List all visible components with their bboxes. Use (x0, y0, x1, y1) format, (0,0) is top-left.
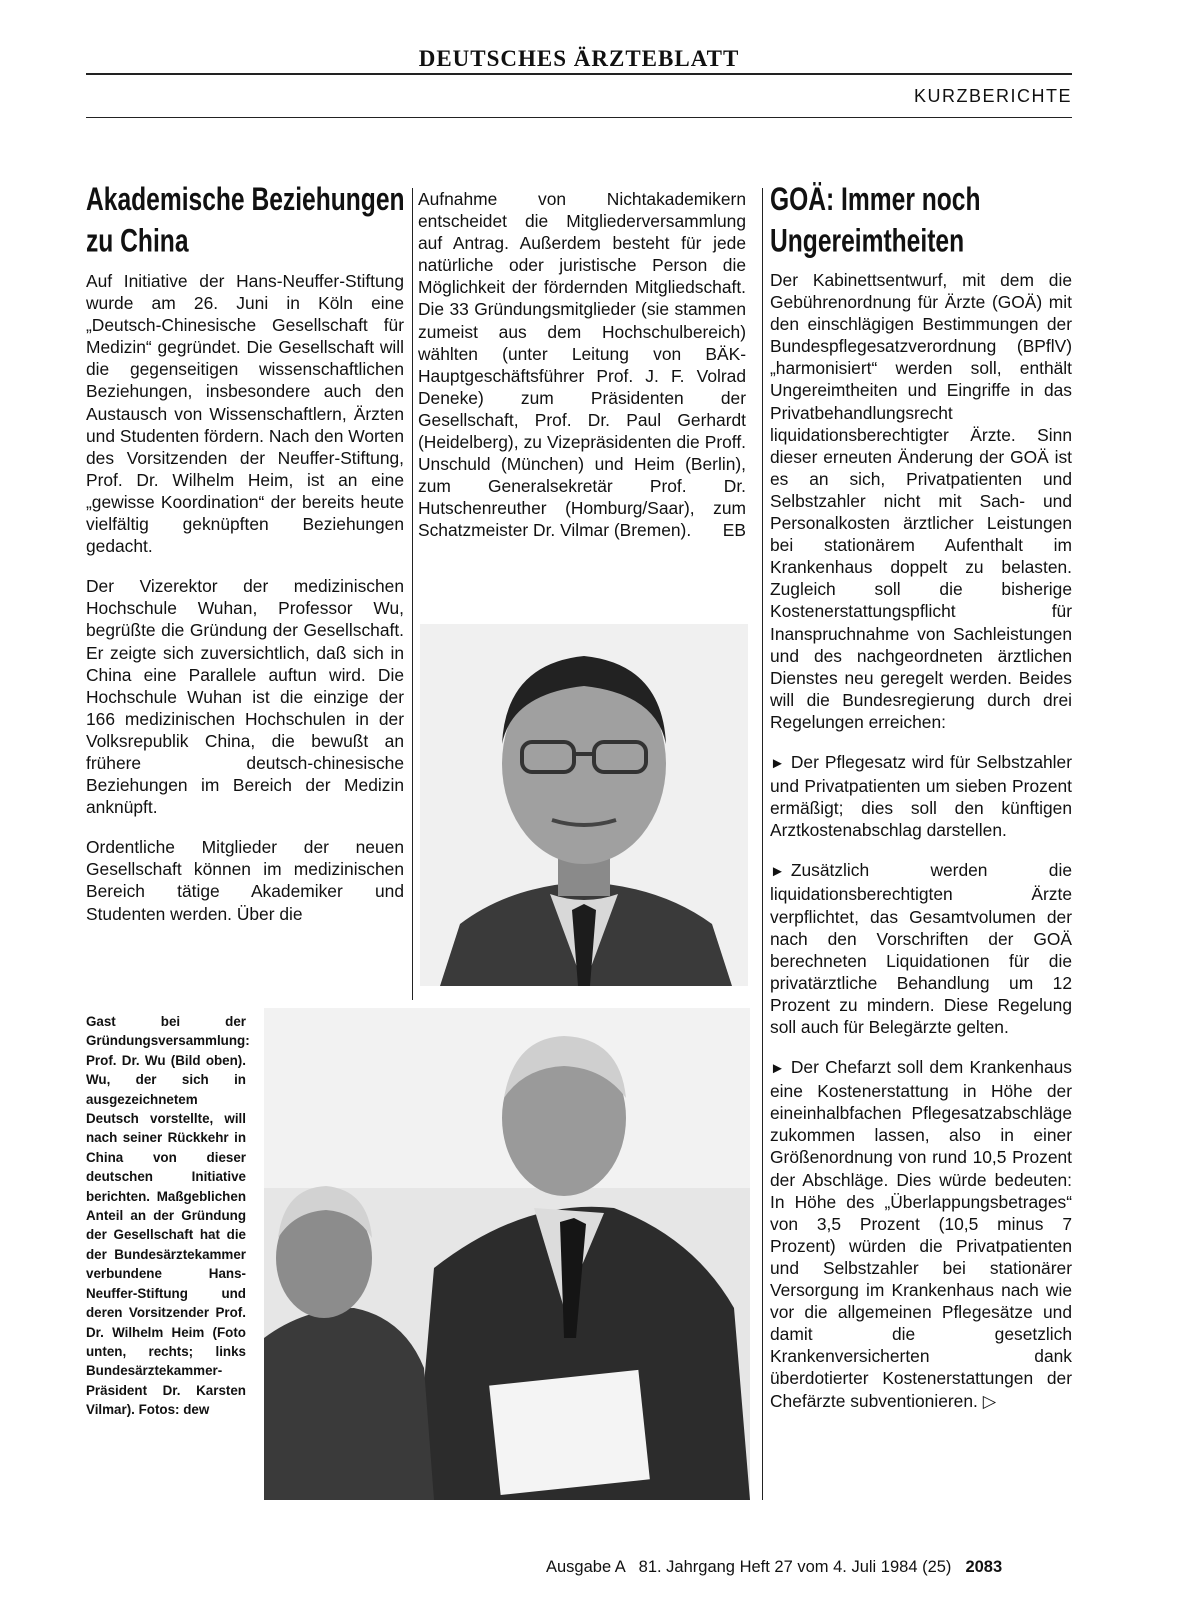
article1-paragraph: Ordentliche Mitglieder der neuen Gesellschaft können im medizinischen Bereich tätige Akademiker und Studenten werden. Über die (86, 837, 404, 924)
article2-bullet: ► Zusätzlich werden die liquidationsberechtigten Ärzte verpflichtet, das Gesamtvolumen der nach den Vorschriften der GOÄ berechneten Liquidationen für die privatärztliche Behandlung um 12 Prozent zu mindern. Diese Regelung soll auch für Belegärzte gelten. (770, 860, 1072, 1037)
article1-paragraph: Der Vizerektor der medizinischen Hochschule Wuhan, Professor Wu, begrüßte die Gründung der Gesellschaft. Er zeigte sich zuversichtlich, daß sich in China eine Parallele auftun wird. Die Hochschule Wuhan ist die einzige der 166 medizinischen Hochschulen in der Volksrepublik China, die bewußt an frühere deutsch-chinesische Beziehungen im Bereich der Medizin anknüpft. (86, 576, 404, 818)
photo-caption: Gast bei der Gründungsversammlung: Prof. Dr. Wu (Bild oben). Wu, der sich in ausgezeichnetem Deutsch vorstellte, will nach seiner Rückkehr in China von dieser deutschen Initiative berichten. Maßgeblichen Anteil an der Gründung der Gesellschaft hat die der Bundesärztekammer verbundene Hans-Neuffer-Stiftung und deren Vorsitzender Prof. Dr. Wilhelm Heim (Foto unten, rechts; links Bundesärztekammer-Präsident Dr. Karsten Vilmar). Fotos: dew (86, 1014, 250, 1418)
article1-paragraph: Aufnahme von Nichtakademikern entscheidet die Mitgliederversammlung auf Antrag. Außerdem besteht für jede natürliche oder juristische Person die Möglichkeit der fördernden Mitgliedschaft. Die 33 Gründungsmitglieder (sie stammen zumeist aus dem Hochschulbereich) wählten (unter Leitung von BÄK-Hauptgeschäftsführer Prof. J. F. Volrad Deneke) zum Präsidenten der Gesellschaft, Prof. Dr. Paul Gerhardt (Heidelberg), zu Vizepräsidenten die Proff. Unschuld (München) und Heim (Berlin), zum Generalsekretär Prof. Dr. Hutschenreuther (Homburg/Saar), zum Schatzmeister Dr. Vilmar (Bremen). EB (418, 189, 746, 541)
bullet-arrow-icon: ► (770, 754, 785, 772)
section-label: KURZBERICHTE (913, 86, 1072, 106)
article2-bullet: ► Der Chefarzt soll dem Krankenhaus eine Kostenerstattung in Höhe der eineinhalbfachen Pflegesatzabschläge zukommen lassen, also in einer Größenordnung von rund 10,5 Prozent der Abschläge. Dies würde bedeuten: In Höhe des „Überlappungsbetrages“ von 3,5 Prozent (10,5 minus 7 Prozent) würden die Privatpatienten und Selbstzahler bei stationärer Versorgung im Krankenhaus nach wie vor die allgemeinen Pflegesätze und damit die gesetzlich Krankenversicherten dank überdotierter Kostenerstattungen der Chefärzte subventionieren. ▷ (770, 1057, 1072, 1411)
header-rule-bottom (86, 117, 1072, 118)
author-initials: EB (722, 520, 746, 541)
column-divider (762, 188, 763, 1500)
article2-title: GOÄ: Immer noch Ungereimtheiten (770, 182, 981, 259)
article2-bullet: ► Der Pflegesatz wird für Selbstzahler und Privatpatienten um sieben Prozent ermäßigt; dies soll den künftigen Arztkostenabschlag darstellen. (770, 751, 1072, 841)
journal-masthead: DEUTSCHES ÄRZTEBLATT (418, 46, 740, 71)
bullet-arrow-icon: ► (770, 863, 785, 881)
page-footer (546, 1558, 1002, 1577)
page-number: 2083 (965, 1558, 1003, 1576)
issue-info: Ausgabe A 81. Jahrgang Heft 27 vom 4. Juli 1984 (25) (546, 1558, 952, 1576)
bullet-arrow-icon: ► (770, 1060, 785, 1078)
article2-intro: Der Kabinettsentwurf, mit dem die Gebührenordnung für Ärzte (GOÄ) mit den einschlägigen Bestimmungen der Bundespflegesatzverordnung (BPflV) „harmonisiert“ werden soll, enthält Ungereimtheiten und Eingriffe in das Privatbehandlungsrecht liquidationsberechtigter Ärzte. Sinn dieser erneuten Änderung der GOÄ ist es an sich, Privatpatienten und Selbstzahler nicht mit Sach- und Personalkosten ärztlicher Leistungen bei stationärem Aufenthalt im Krankenhaus doppelt zu belasten. Zugleich soll die bisherige Kostenerstattungspflicht für Inanspruchnahme von Sachleistungen und des nachgeordneten ärztlichen Dienstes neu geregelt werden. Beides will die Bundesregierung durch drei Regelungen erreichen: (770, 270, 1072, 732)
column-divider (412, 188, 413, 1000)
article2-column (770, 269, 1072, 1430)
article1-paragraph: Auf Initiative der Hans-Neuffer-Stiftung wurde am 26. Juni in Köln eine „Deutsch-Chinesische Gesellschaft für Medizin“ gegründet. Die Gesellschaft will die gegenseitigen wissenschaftlichen Beziehungen, insbesondere auch den Austausch von Wissenschaftlern, Ärzten und Studenten fördern. Nach den Worten des Vorsitzenden der Neuffer-Stiftung, Prof. Dr. Wilhelm Heim, ist an eine „gewisse Koordination“ der bereits heute vielfältig geknüpften Beziehungen gedacht. (86, 271, 404, 557)
article1-column-2 (418, 188, 746, 542)
article1-title: Akademische Beziehungen zu China (86, 182, 405, 259)
photo-prof-wu (420, 624, 748, 986)
article1-column-1 (86, 270, 404, 943)
continue-arrow-icon: ▷ (982, 1390, 997, 1411)
header-rule-top (86, 73, 1072, 75)
photo-heim-vilmar (264, 1008, 750, 1500)
